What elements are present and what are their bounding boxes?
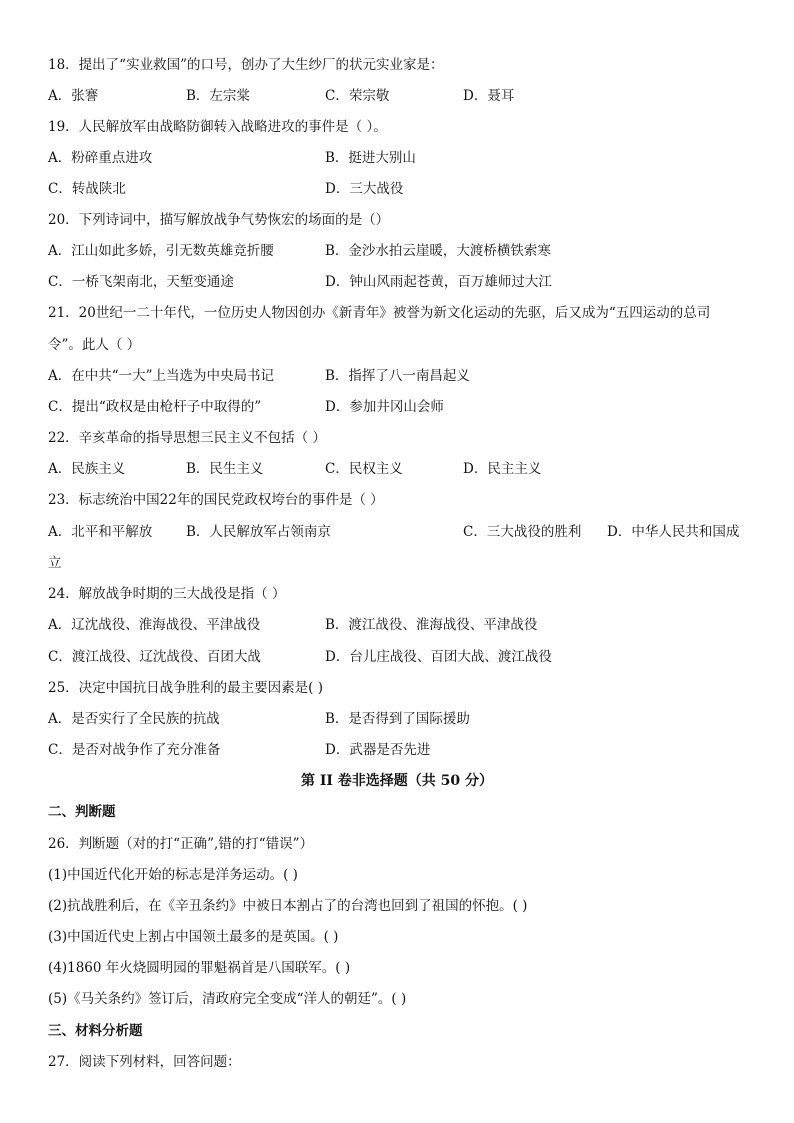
question-23-option-d: D．中华人民共和国成 [607, 524, 740, 540]
judgment-item-5: (5)《马关条约》签订后，清政府完全变成“洋人的朝廷”。( ) [48, 991, 407, 1007]
question-19-option-c: C．转战陕北 [48, 181, 126, 197]
question-25-option-d: D．武器是否先进 [325, 742, 431, 758]
judgment-item-1: (1)中国近代化开始的标志是洋务运动。( ) [48, 867, 298, 883]
judgment-item-3: (3)中国近代史上割占中国领土最多的是英国。( ) [48, 929, 339, 945]
question-21-option-a: A．在中共“一大”上当选为中央局书记 [48, 368, 275, 384]
question-26-stem: 26．判断题（对的打“正确”,错的打“错误”） [48, 836, 314, 852]
question-21-stem-line1: 21．20世纪一二十年代，一位历史人物因创办《新青年》被誉为新文化运动的先驱，后又成为“五四运动的总司 [48, 305, 711, 321]
question-24-option-a: A．辽沈战役、淮海战役、平津战役 [48, 617, 261, 633]
question-18-option-a: A．张謇 [48, 88, 99, 104]
question-24-option-b: B．渡江战役、淮海战役、平津战役 [325, 617, 538, 633]
part-2-title: 第 II 卷非选择题（共 50 分） [300, 773, 494, 789]
question-24-option-d: D．台儿庄战役、百团大战、渡江战役 [325, 649, 552, 665]
question-20-option-c: C．一桥飞架南北，天堑变通途 [48, 274, 234, 290]
question-23-option-a: A．北平和平解放 [48, 524, 153, 540]
question-21-stem-line2: 令”。此人（ ） [48, 337, 141, 353]
question-23-option-c: C．三大战役的胜利 [463, 524, 582, 540]
question-27-stem: 27．阅读下列材料，回答问题： [48, 1054, 241, 1070]
question-25-stem: 25．决定中国抗日战争胜利的最主要因素是( ) [48, 680, 324, 696]
question-22-option-d: D．民主主义 [463, 461, 542, 477]
question-20-option-b: B．金沙水拍云崖暖，大渡桥横铁索寒 [325, 243, 551, 259]
judgment-item-2: (2)抗战胜利后，在《辛丑条约》中被日本割占了的台湾也回到了祖国的怀抱。( ) [48, 898, 528, 914]
question-23-option-b: B．人民解放军占领南京 [186, 524, 331, 540]
section-3-heading: 三、材料分析题 [48, 1023, 143, 1039]
question-19-option-b: B．挺进大别山 [325, 150, 416, 166]
question-21-option-b: B．指挥了八一南昌起义 [325, 368, 470, 384]
question-22-stem: 22．辛亥革命的指导思想三民主义不包括（ ） [48, 430, 326, 446]
question-23-stem: 23．标志统治中国22年的国民党政权垮台的事件是（ ） [48, 492, 384, 508]
question-19-option-d: D．三大战役 [325, 181, 404, 197]
question-22-option-a: A．民族主义 [48, 461, 126, 477]
question-18-stem: 18．提出了“实业救国”的口号，创办了大生纱厂的状元实业家是： [48, 57, 444, 73]
question-20-option-a: A．江山如此多娇，引无数英雄竞折腰 [48, 243, 274, 259]
question-19-stem: 19．人民解放军由战略防御转入战略进攻的事件是（ ）。 [48, 119, 387, 135]
judgment-item-4: (4)1860 年火烧圆明园的罪魁祸首是八国联军。( ) [48, 960, 351, 976]
question-20-option-d: D．钟山风雨起苍黄，百万雄师过大江 [325, 274, 552, 290]
question-22-option-c: C．民权主义 [325, 461, 403, 477]
question-18-option-b: B．左宗棠 [186, 88, 250, 104]
question-21-option-c: C．提出“政权是由枪杆子中取得的” [48, 399, 262, 415]
question-21-option-d: D．参加井冈山会师 [325, 399, 444, 415]
question-18-option-c: C．荣宗敬 [325, 88, 390, 104]
question-23-option-d-continued: 立 [48, 555, 62, 571]
question-19-option-a: A．粉碎重点进攻 [48, 150, 153, 166]
question-20-stem: 20．下列诗词中，描写解放战争气势恢宏的场面的是（） [48, 212, 390, 228]
question-25-option-a: A．是否实行了全民族的抗战 [48, 711, 220, 727]
question-25-option-c: C．是否对战争作了充分准备 [48, 742, 221, 758]
question-25-option-b: B．是否得到了国际援助 [325, 711, 470, 727]
question-22-option-b: B．民生主义 [186, 461, 264, 477]
question-24-stem: 24．解放战争时期的三大战役是指（ ） [48, 586, 286, 602]
question-24-option-c: C．渡江战役、辽沈战役、百团大战 [48, 649, 261, 665]
question-18-option-d: D．聂耳 [463, 88, 515, 104]
section-2-heading: 二、判断题 [48, 804, 116, 820]
